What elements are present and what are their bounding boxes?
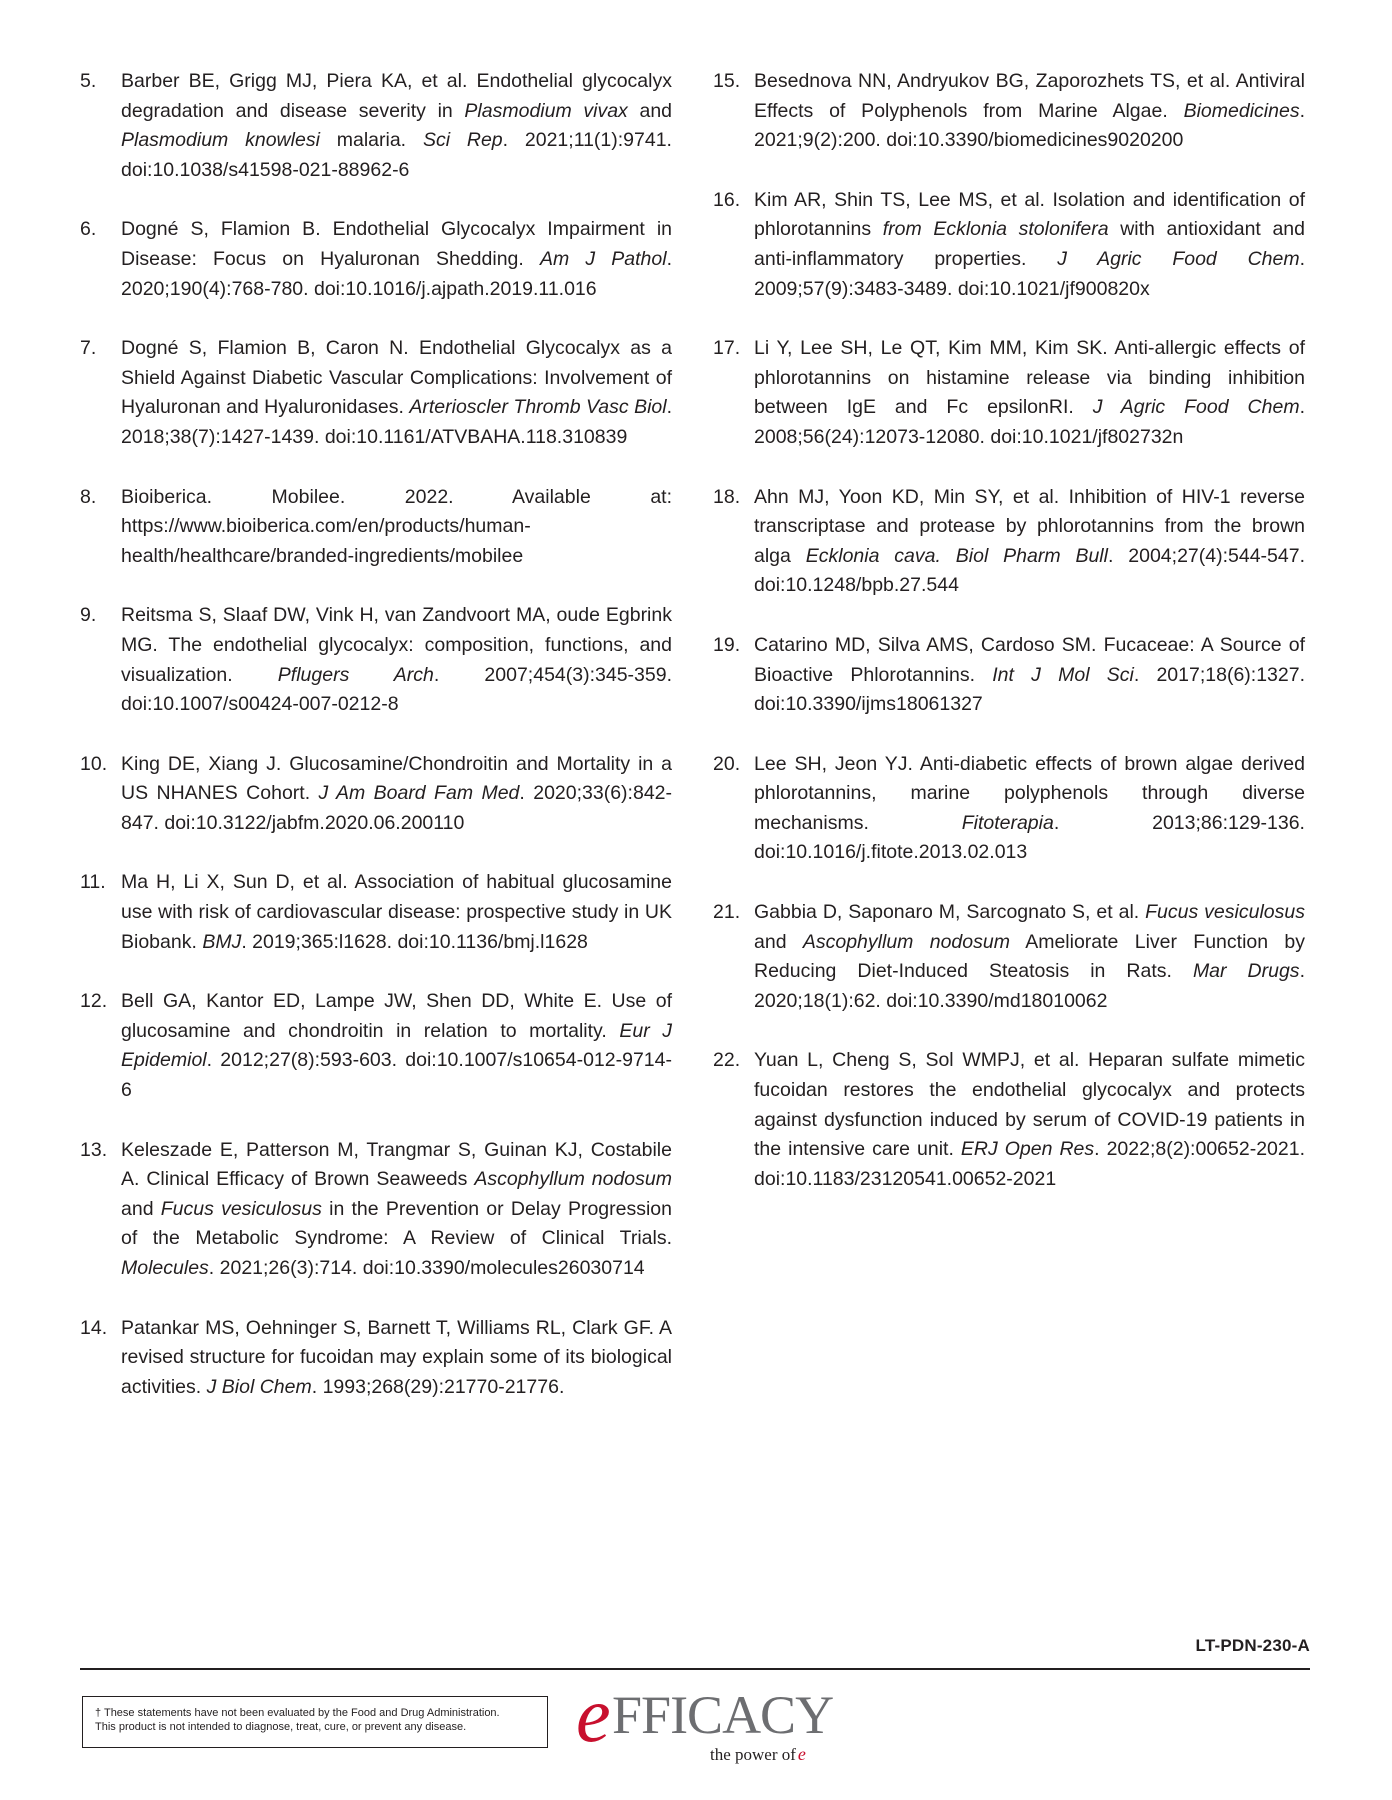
reference-text-segment: Li Y, Lee SH, Le QT, Kim MM, Kim SK. Anti-allergic effects of phlorotannins on histamine release via binding inhibition between IgE and Fc epsilonRI. [754,337,1305,419]
reference-text-segment: . 2019;365:l1628. doi:10.1136/bmj.l1628 [241,930,588,953]
reference-item [80,1314,672,1403]
reference-text-segment: . 2008;56(24):12073-12080. doi:10.1021/jf802732n [754,396,1305,448]
reference-text [754,898,1305,1016]
reference-number: 11. [80,871,106,894]
reference-text-segment: Bell GA, Kantor ED, Lampe JW, Shen DD, White E. Use of glucosamine and chondroitin in relation to mortality. [121,990,672,1042]
reference-text-segment: Dogné S, Flamion B, Caron N. Endothelial Glycocalyx as a Shield Against Diabetic Vascular Complications: Involvement of Hyaluronan and Hyaluronidases. [121,337,672,419]
reference-text-segment: . 2020;190(4):768-780. doi:10.1016/j.ajpath.2019.11.016 [121,247,672,300]
disclaimer-line-1: † These statements have not been evaluated by the Food and Drug Administration. [95,1707,500,1719]
reference-number: 13. [80,1138,108,1161]
reference-number: 19. [713,633,741,656]
reference-italic-segment: Ecklonia cava. Biol Pharm Bull [805,544,1108,567]
reference-item [713,1046,1305,1194]
reference-italic-segment: J Biol Chem [206,1375,312,1398]
reference-text-segment: Ahn MJ, Yoon KD, Min SY, et al. Inhibition of HIV-1 reverse transcriptase and protease by phlorotannins from the brown alga [754,485,1305,567]
reference-text [754,186,1305,304]
reference-text-segment: Dogné S, Flamion B. Endothelial Glycocalyx Impairment in Disease: Focus on Hyaluronan Shedding. [121,218,672,270]
reference-text-segment: . 2004;27(4):544-547. doi:10.1248/bpb.27.544 [754,544,1305,597]
reference-italic-segment: Fucus vesiculosus [160,1197,322,1220]
reference-italic-segment: Plasmodium knowlesi [121,129,320,152]
reference-text-segment: with antioxidant and anti-inflammatory properties. [754,218,1305,270]
footer-divider [80,1668,1310,1670]
reference-italic-segment: Int J Mol Sci [992,663,1134,686]
reference-item [713,750,1305,868]
reference-text-segment: Ma H, Li X, Sun D, et al. Association of habitual glucosamine use with risk of cardiovascular disease: prospective study in UK Biobank. [121,871,672,953]
reference-text-segment: and [627,99,673,122]
reference-italic-segment: Eur J Epidemiol [121,1019,672,1072]
reference-text-segment: . 2022;8(2):00652-2021. doi:10.1183/23120541.00652-2021 [754,1138,1305,1190]
reference-text-segment: malaria. [319,129,423,152]
reference-text [754,483,1305,601]
references-column-right [713,67,1305,1224]
reference-item [80,483,672,572]
reference-text [121,334,672,452]
reference-item [80,215,672,304]
reference-item [80,334,672,452]
reference-item [713,334,1305,452]
reference-text-segment: . 2020;33(6):842-847. doi:10.3122/jabfm.2020.06.200110 [121,782,672,834]
reference-italic-segment: Molecules [121,1257,209,1279]
fda-disclaimer-box [82,1696,548,1748]
reference-italic-segment: J Agric Food Chem [1057,247,1300,270]
reference-number: 7. [80,337,97,360]
reference-text-segment: Catarino MD, Silva AMS, Cardoso SM. Fucaceae: A Source of Bioactive Phlorotannins. [754,633,1305,686]
reference-text-segment: . 2021;11(1):9741. doi:10.1038/s41598-021-88962-6 [121,129,672,181]
reference-text [754,1046,1305,1194]
reference-italic-segment: Am J Pathol [539,247,667,270]
reference-italic-segment: Plasmodium vivax [464,99,628,122]
reference-number: 17. [713,337,741,360]
reference-item [713,67,1305,156]
reference-number: 9. [80,604,97,627]
reference-italic-segment: ERJ Open Res [960,1138,1095,1161]
reference-text-segment: . 1993;268(29):21770-21776. [311,1375,565,1398]
reference-text-segment: . 2009;57(9):3483-3489. doi:10.1021/jf900820x [754,247,1306,300]
reference-italic-segment: Sci Rep [422,129,503,152]
reference-item [713,898,1305,1016]
reference-text-segment: Patankar MS, Oehninger S, Barnett T, Williams RL, Clark GF. A revised structure for fucoidan may explain some of its biological activities. [121,1316,672,1398]
reference-item [80,750,672,839]
reference-text-segment: . 2007;454(3):345-359. doi:10.1007/s00424-007-0212-8 [121,663,672,716]
reference-italic-segment: Arterioscler Thromb Vasc Biol [409,396,667,419]
reference-text [121,67,672,185]
logo-wordmark: FFICACY [612,1685,834,1745]
reference-text-segment: . 2021;9(2):200. doi:10.3390/biomedicines9020200 [754,99,1305,152]
reference-italic-segment: from Ecklonia stolonifera [882,218,1109,241]
reference-text [121,1314,672,1403]
reference-text-segment: Keleszade E, Patterson M, Trangmar S, Guinan KJ, Costabile A. Clinical Efficacy of Brown Seaweeds [121,1138,672,1191]
reference-text-segment: . 2018;38(7):1427-1439. doi:10.1161/ATVBAHA.118.310839 [121,396,673,448]
reference-text-segment: . 2020;18(1):62. doi:10.3390/md18010062 [754,960,1305,1012]
reference-number: 14. [80,1316,108,1339]
reference-number: 6. [80,218,97,241]
reference-italic-segment: J Am Board Fam Med [318,782,520,805]
reference-italic-segment: Biomedicines [1183,99,1300,122]
reference-item [713,483,1305,601]
reference-number: 15. [713,70,741,92]
reference-text [121,1136,672,1284]
reference-italic-segment: Pflugers Arch [277,663,434,686]
reference-number: 20. [713,752,741,775]
reference-text-segment: in the Prevention or Delay Progression of the Metabolic Syndrome: A Review of Clinical Trials. [121,1197,672,1250]
reference-number: 10. [80,752,108,775]
reference-text-segment: and [754,930,803,953]
reference-italic-segment: BMJ [202,930,242,953]
reference-number: 5. [80,70,97,92]
reference-number: 22. [713,1049,741,1072]
reference-text [754,334,1305,452]
reference-item [80,601,672,719]
reference-number: 16. [713,188,741,211]
reference-number: 8. [80,485,97,508]
reference-text-segment: Barber BE, Grigg MJ, Piera KA, et al. Endothelial glycocalyx degradation and disease severity in [121,70,672,122]
logo-tagline [710,1744,806,1765]
reference-italic-segment: Mar Drugs [1192,960,1300,983]
reference-text [754,750,1305,868]
reference-text [754,631,1305,720]
reference-item [80,987,672,1105]
reference-text-segment: Gabbia D, Saponaro M, Sarcognato S, et al. [754,901,1146,924]
reference-text [121,601,672,719]
reference-text-segment: . 2012;27(8):593-603. doi:10.1007/s10654-012-9714-6 [121,1049,672,1102]
reference-item [80,1136,672,1284]
reference-italic-segment: J Agric Food Chem [1092,396,1300,419]
reference-text-segment: Bioiberica. Mobilee. 2022. Available at: https://www.bioiberica.com/en/products/human-health/healthcare/branded-ingredients/mobilee [121,485,672,567]
reference-text-segment: Reitsma S, Slaaf DW, Vink H, van Zandvoort MA, oude Egbrink MG. The endothelial glycocalyx: composition, functions, and visualization. [121,604,672,686]
reference-text-segment: Lee SH, Jeon YJ. Anti-diabetic effects of brown algae derived phlorotannins, marine polyphenols through diverse mechanisms. [754,752,1305,834]
reference-text [754,67,1305,156]
reference-italic-segment: Ascophyllum nodosum [474,1168,672,1191]
reference-text-segment: Kim AR, Shin TS, Lee MS, et al. Isolation and identification of phlorotannins [754,188,1305,241]
reference-italic-segment: Ascophyllum nodosum [802,930,1010,953]
disclaimer-line-2: This product is not intended to diagnose, treat, cure, or prevent any disease. [95,1721,467,1733]
reference-text-segment: Besednova NN, Andryukov BG, Zaporozhets TS, et al. Antiviral Effects of Polyphenols from Marine Algae. [754,70,1305,122]
document-code: LT-PDN-230-A [1195,1636,1310,1655]
reference-text [121,868,672,957]
logo-tagline-e: e [797,1744,806,1764]
reference-text [121,750,672,839]
reference-number: 21. [713,901,741,924]
reference-text-segment: . 2013;86:129-136. doi:10.1016/j.fitote.2013.02.013 [754,811,1305,864]
reference-italic-segment: Fucus vesiculosus [1145,901,1305,924]
reference-number: 18. [713,485,741,508]
reference-text-segment: Yuan L, Cheng S, Sol WMPJ, et al. Heparan sulfate mimetic fucoidan restores the endothelial glycocalyx and protects against dysfunction induced by serum of COVID-19 patients in the intensive care unit. [754,1049,1305,1161]
reference-text-segment: Ameliorate Liver Function by Reducing Diet-Induced Steatosis in Rats. [754,930,1306,983]
reference-item [80,67,672,185]
reference-item [713,186,1305,304]
reference-italic-segment: Fitoterapia [961,811,1054,834]
reference-text-segment: King DE, Xiang J. Glucosamine/Chondroitin and Mortality in a US NHANES Cohort. [121,752,672,805]
reference-number: 12. [80,990,108,1013]
reference-text-segment: . 2021;26(3):714. doi:10.3390/molecules26030714 [208,1257,645,1279]
reference-text [121,987,672,1105]
reference-text [121,483,672,572]
logo-tagline-text: the power of [710,1745,796,1764]
reference-text [121,215,672,304]
efficacy-logo [570,1671,834,1780]
reference-item [713,631,1305,720]
logo-e-letter: e [576,1671,611,1758]
references-column-left [80,67,672,1432]
reference-text-segment: and [121,1197,161,1220]
reference-text-segment: . 2017;18(6):1327. doi:10.3390/ijms18061327 [754,663,1305,716]
reference-item [80,868,672,957]
